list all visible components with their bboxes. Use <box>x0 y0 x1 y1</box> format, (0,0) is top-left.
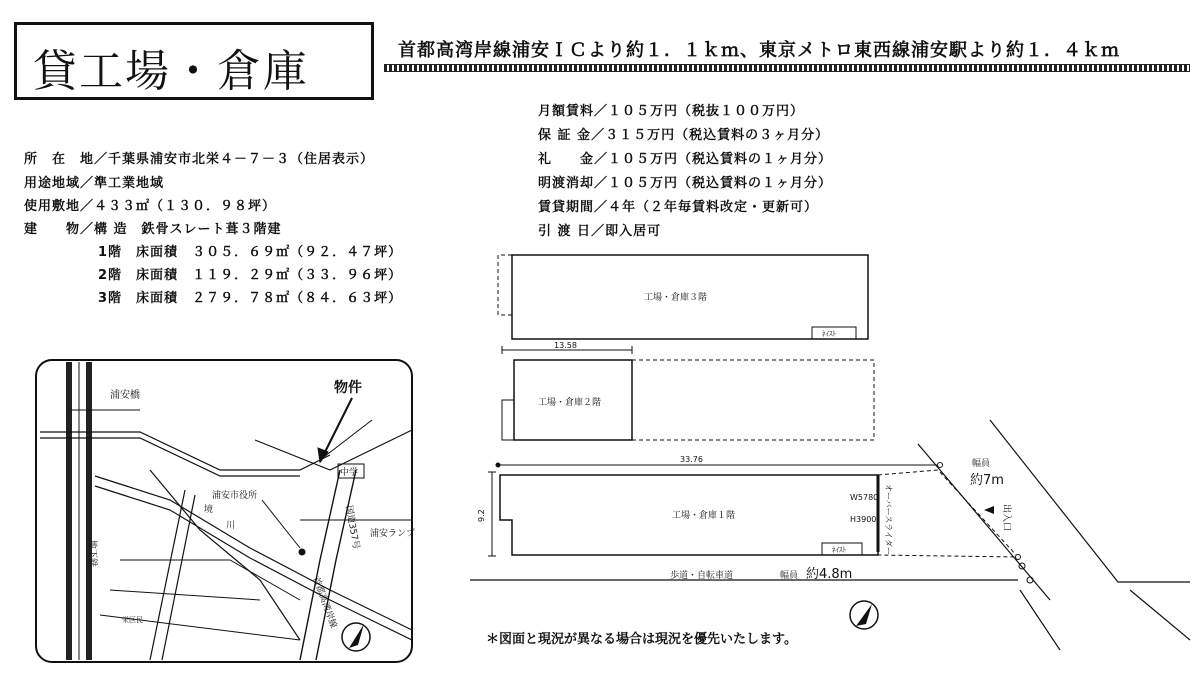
map-label-river2: 川 <box>226 521 236 531</box>
map-label-expressway: 首都高湾岸線 <box>310 575 339 630</box>
sidewalk-label: 歩道・自転車道 <box>670 571 734 581</box>
map-label-small: 栄区民 <box>122 616 143 624</box>
terms-label: 礼 金 <box>538 152 595 167</box>
dim-end <box>496 463 500 467</box>
map-label-bridge: 浦安橋 <box>110 390 140 401</box>
page-title: 貸工場・倉庫 <box>33 46 309 97</box>
property-value: ／構 造 鉄骨スレート葺３階建 <box>80 222 282 237</box>
terms-value: ／１０５万円（税込賃料の１ヶ月分） <box>594 176 833 191</box>
entrance-arrow <box>984 506 994 514</box>
door-height-label: H3900 <box>850 515 877 524</box>
sidewalk-width-value: 約4.8m <box>806 567 853 582</box>
dim-end <box>938 463 943 468</box>
floor1-tag: ﾈｲｽﾄ <box>832 546 846 554</box>
floor-value: ２７９．７８㎡（８４．６３坪） <box>192 291 403 306</box>
floor3-label: 工場・倉庫３階 <box>644 293 708 303</box>
route357-road <box>300 470 340 660</box>
floor3-dashed-extension <box>498 255 512 315</box>
terms-label: 保 証 金 <box>538 128 592 143</box>
map-north-arrow <box>349 624 364 648</box>
map-label-city-hall: 浦安市役所 <box>212 491 258 501</box>
route357-road <box>316 470 356 660</box>
floor2-step <box>502 400 514 440</box>
location-map <box>36 360 412 662</box>
property-value: ／千葉県浦安市北栄４－７－３（住居表示） <box>94 152 375 167</box>
floor-label: 1階 床面積 <box>98 245 179 260</box>
headline: 首都高湾岸線浦安ＩＣより約１．１ｋｍ、東京メトロ東西線浦安駅より約１．４ｋｍ <box>398 40 1120 61</box>
terms-label: 明渡消却 <box>538 176 595 191</box>
map-label-school: 中学 <box>340 468 359 478</box>
dim-label-1358: 13.58 <box>554 341 577 350</box>
floor2-dashed-area <box>632 360 874 440</box>
map-label-rail: 地下鉄 <box>87 540 97 568</box>
sidewalk-width-label: 幅員 <box>780 571 799 581</box>
road-edge <box>1020 590 1060 650</box>
map-road <box>120 560 300 600</box>
map-label-ramp: 浦安ランプ <box>370 529 416 539</box>
map-frame <box>36 360 412 662</box>
floor2-label: 工場・倉庫２階 <box>538 398 602 408</box>
road-edge <box>1130 590 1190 640</box>
terms-value: ／即入居可 <box>591 224 662 239</box>
terms-label: 引 渡 日 <box>538 224 592 239</box>
terms-label: 月額賃料 <box>538 104 595 119</box>
road-width-value: 約7m <box>970 473 1004 488</box>
road-width-label: 幅員 <box>972 459 991 469</box>
property-value: ／４３３㎡（１３０．９８坪） <box>80 199 277 214</box>
floor-value: ３０５．６９㎡（９２．４７坪） <box>192 245 403 260</box>
slider-label: オーバースライダー <box>884 484 893 555</box>
floor-label: 2階 床面積 <box>98 268 179 283</box>
road-bollard <box>1027 577 1033 583</box>
floor-label: 3階 床面積 <box>98 291 179 306</box>
property-value: ／準工業地域 <box>80 176 165 191</box>
floor3-tag: ﾈｲｽﾄ <box>822 330 836 338</box>
dim-label-92: 9.2 <box>477 509 486 522</box>
terms-label: 賃貸期間 <box>538 200 595 215</box>
door-width-label: W5780 <box>850 493 879 502</box>
terms-value: ／１０５万円（税抜１００万円） <box>594 104 805 119</box>
floor1-plan <box>470 420 1190 650</box>
floor1-label: 工場・倉庫１階 <box>672 511 736 521</box>
property-label: 所 在 地 <box>24 152 95 167</box>
terms-value: ／４年（２年毎賃料改定・更新可） <box>594 200 819 215</box>
floor2-plan <box>502 346 874 440</box>
dim-label-3376: 33.76 <box>680 455 703 464</box>
map-label-property: 物件 <box>334 380 362 396</box>
map-road <box>320 420 372 460</box>
terms-value: ／１０５万円（税込賃料の１ヶ月分） <box>594 152 833 167</box>
plan-north-arrow <box>856 604 872 626</box>
property-label: 用途地域 <box>24 176 81 191</box>
floor-value: １１９．２９㎡（３３．９６坪） <box>192 268 403 283</box>
property-label: 使用敷地 <box>24 199 81 214</box>
city-hall-marker <box>299 549 305 555</box>
entrance-label: 出入口 <box>1001 504 1011 532</box>
corner-marker <box>1016 555 1021 560</box>
property-label: 建 物 <box>24 222 81 237</box>
terms-value: ／３１５万円（税込賃料の３ヶ月分） <box>591 128 830 143</box>
map-road <box>110 590 260 600</box>
city-hall-leader <box>262 500 300 548</box>
disclaimer-note: ＊図面と現況が異なる場合は現況を優先いたします。 <box>486 632 797 647</box>
map-label-route357: 国道357号 <box>343 504 361 551</box>
map-label-river1: 境 <box>204 505 214 515</box>
